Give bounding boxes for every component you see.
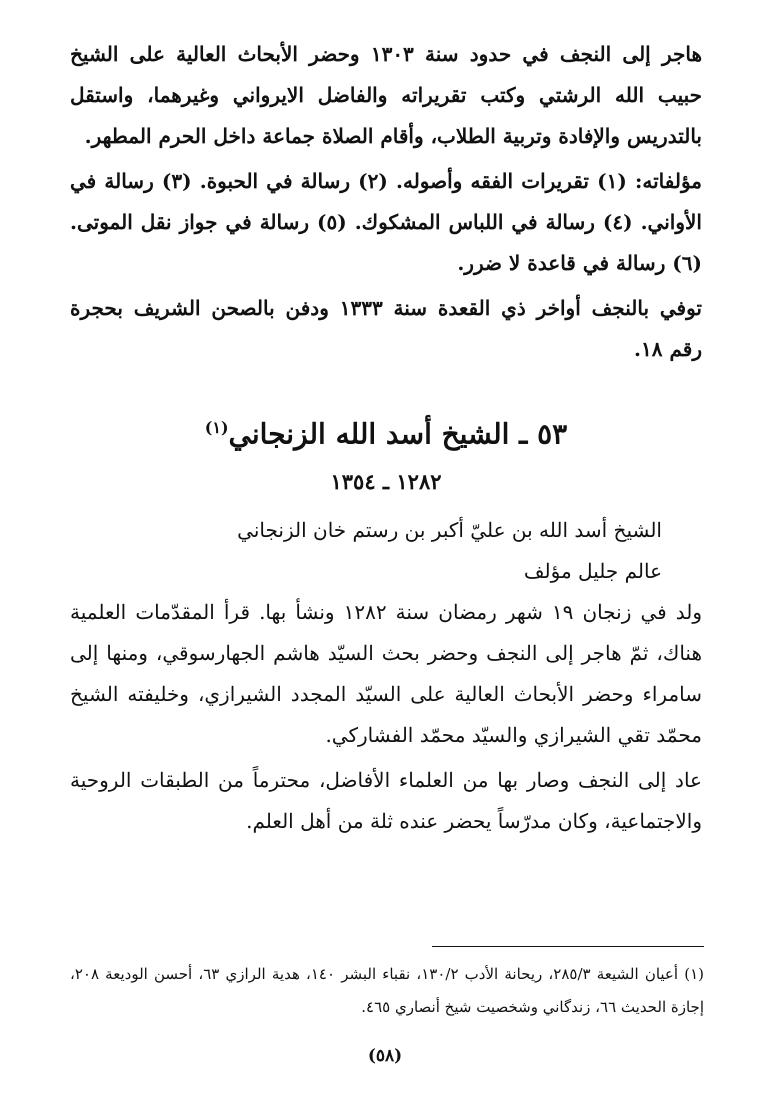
footnote-marker: (١) <box>204 418 229 437</box>
page-number: (٥٨) <box>367 1046 403 1066</box>
works-paragraph <box>70 161 702 284</box>
entry-description: عالم جليل مؤلف <box>523 559 662 584</box>
intro-paragraph: هاجر إلى النجف في حدود سنة ١٣٠٣ وحضر الأبحاث العالية على الشيخ حبيب الله الرشتي وكتب تقريراته والفاضل الايرواني وغيرهما، واستقل بالتدريس والإفادة وتربية الطلاب، وأقام الصلاة جماعة داخل الحرم المطهر. <box>70 42 703 148</box>
page-body <box>70 34 702 842</box>
entry-paragraph-2: عاد إلى النجف وصار بها من العلماء الأفاضل، محترماً من الطبقات الروحية والاجتماعية، وكان مدرّساً يحضر عنده ثلة من أهل العلم. <box>70 768 702 834</box>
works-label: مؤلفاته: <box>634 169 703 193</box>
entry-title-text: ٥٣ ـ الشيخ أسد الله الزنجاني <box>228 417 568 451</box>
entry-dates: ١٢٨٢ ـ ١٣٥٤ <box>330 469 442 495</box>
footnote-divider <box>432 946 704 947</box>
works-text: (١) تقريرات الفقه وأصوله. (٢) رسالة في الحبوة. (٣) رسالة في الأواني. (٤) رسالة في اللباس المشكوك. (٥) رسالة في جواز نقل الموتى. (٦) رسالة في قاعدة لا ضرر. <box>70 169 702 275</box>
entry-paragraph-1: ولد في زنجان ١٩ شهر رمضان سنة ١٢٨٢ ونشأ بها. قرأ المقدّمات العلمية هناك، ثمّ هاجر إلى النجف وحضر بحث السيّد هاشم الجهارسوقي، ومنها إلى سامراء وحضر الأبحاث العالية على السيّد المجدد الشيرازي، وخليفته الشيخ محمّد تقي الشيرازي والسيّد محمّد الفشاركي. <box>70 600 703 748</box>
footnote: (١) أعيان الشيعة ٢٨٥/٣، ريحانة الأدب ١٣٠/٢، نقباء البشر ١٤٠، هدية الرازي ٦٣، أحسن الوديعة ٢٠٨، إجازة الحديث ٦٦، زندگاني وشخصيت شيخ أنصاري ٤٦٥. <box>70 965 704 1016</box>
entry-full-name: الشيخ أسد الله بن عليّ أكبر بن رستم خان الزنجاني <box>237 518 662 543</box>
entry-title <box>70 408 702 454</box>
death-paragraph: توفي بالنجف أواخر ذي القعدة سنة ١٣٣٣ ودفن بالصحن الشريف بحجرة رقم ١٨. <box>70 296 702 361</box>
